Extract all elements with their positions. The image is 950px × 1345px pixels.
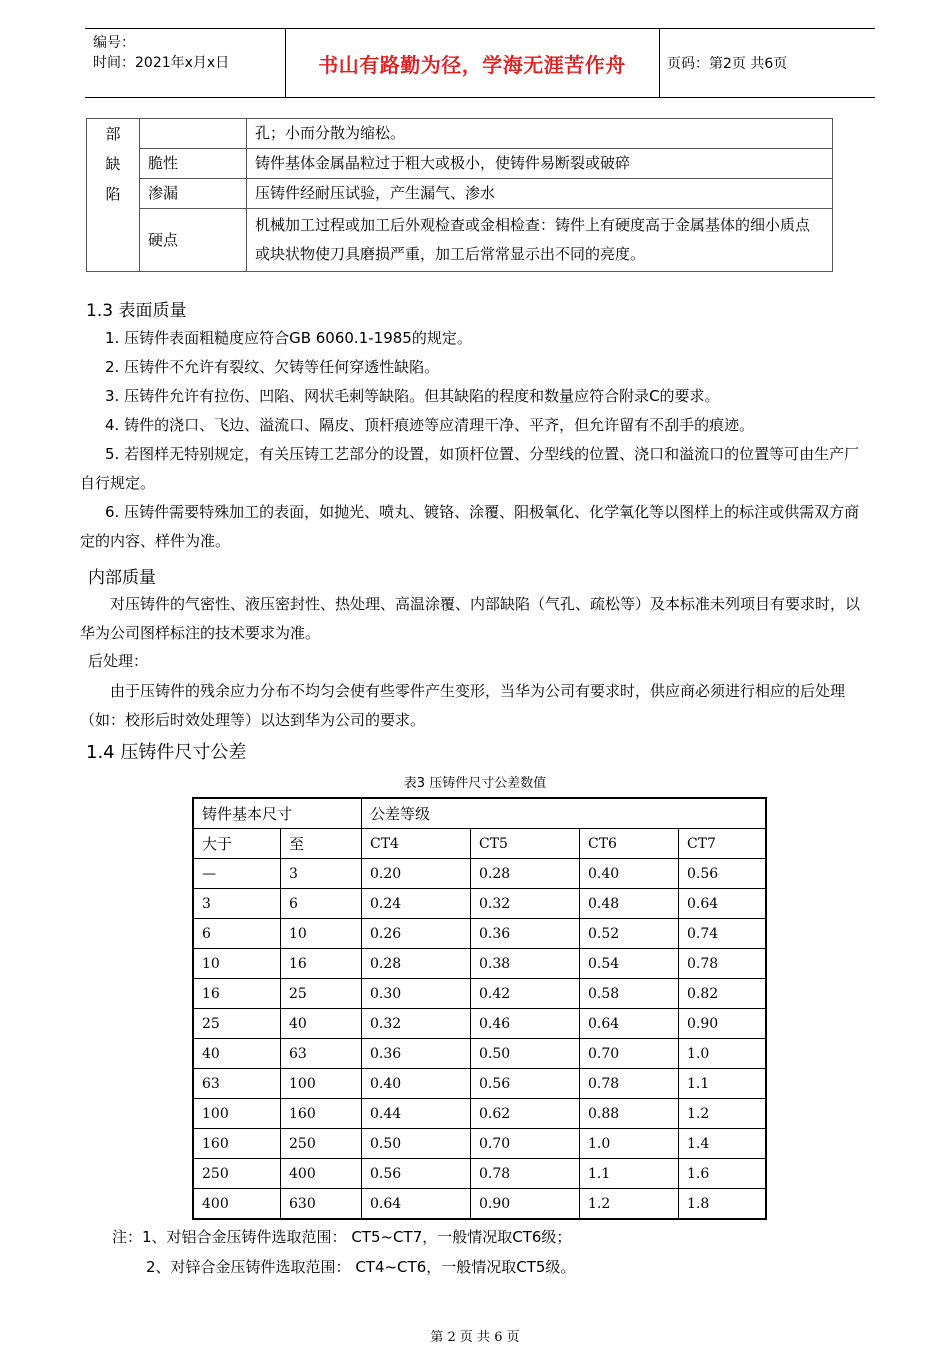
table-cell: 0.70 — [580, 1039, 679, 1069]
table-cell: 0.36 — [471, 919, 580, 949]
defect-name — [140, 119, 247, 149]
header-divider — [659, 29, 660, 97]
table-cell: 0.54 — [580, 949, 679, 979]
table-cell: 25 — [281, 979, 362, 1009]
table-cell: 0.52 — [580, 919, 679, 949]
table-row — [193, 1009, 766, 1039]
table-cell: 0.82 — [679, 979, 767, 1009]
table-cell: 63 — [193, 1069, 281, 1099]
list-item: 5. 若图样无特别规定，有关压铸工艺部分的设置，如顶杆位置、分型线的位置、浇口和溢流口的位置等可由生产厂自行规定。 — [80, 445, 860, 492]
section-title-1-3: 1.3 表面质量 — [86, 301, 187, 321]
table-cell: 0.56 — [362, 1159, 471, 1189]
table-row — [193, 1159, 766, 1189]
internal-quality-title: 内部质量 — [88, 568, 156, 588]
list-item: 2. 压铸件不允许有裂纹、欠铸等任何穿透性缺陷。 — [105, 358, 440, 376]
table-cell: 1.1 — [679, 1069, 767, 1099]
table-cell: 0.24 — [362, 889, 471, 919]
table-row — [193, 1189, 766, 1220]
table-cell: 100 — [281, 1069, 362, 1099]
header-page-number: 页码：第2页 共6页 — [667, 56, 788, 72]
table-cell: 0.78 — [471, 1159, 580, 1189]
table-cell: 0.64 — [679, 889, 767, 919]
post-processing-title: 后处理： — [88, 652, 149, 670]
list-item: 3. 压铸件允许有拉伤、凹陷、网状毛刺等缺陷。但其缺陷的程度和数量应符合附录C的要求。 — [105, 387, 720, 405]
table-cell: 1.0 — [580, 1129, 679, 1159]
table-row — [193, 979, 766, 1009]
table-cell: 1.4 — [679, 1129, 767, 1159]
table-cell: 0.30 — [362, 979, 471, 1009]
table-cell: 0.48 — [580, 889, 679, 919]
defect-category — [87, 119, 140, 272]
table-cell: 0.50 — [362, 1129, 471, 1159]
table-cell: 630 — [281, 1189, 362, 1220]
defect-description: 机械加工过程或加工后外观检查或金相检查：铸件上有硬度高于金属基体的细小质点或块状物使刀具磨损严重，加工后常常显示出不同的亮度。 — [247, 209, 833, 272]
defect-description: 压铸件经耐压试验，产生漏气、渗水 — [247, 179, 833, 209]
section-title-1-4: 1.4 压铸件尺寸公差 — [86, 742, 247, 763]
table-row — [193, 949, 766, 979]
table-cell: 16 — [193, 979, 281, 1009]
column-header: 大于 — [193, 829, 281, 859]
table-cell: 0.36 — [362, 1039, 471, 1069]
column-header: 至 — [281, 829, 362, 859]
page-footer: 第 2 页 共 6 页 — [430, 1330, 520, 1345]
table-header-grade: 公差等级 — [362, 798, 767, 829]
table-cell: 40 — [281, 1009, 362, 1039]
table-cell: 3 — [193, 889, 281, 919]
table-cell: 0.50 — [471, 1039, 580, 1069]
table-cell: 63 — [281, 1039, 362, 1069]
table-cell: 400 — [193, 1189, 281, 1220]
table-cell: 0.28 — [471, 859, 580, 889]
table-row — [193, 919, 766, 949]
tolerance-table-body — [193, 859, 766, 1220]
table-cell: 100 — [193, 1099, 281, 1129]
table-cell: 1.0 — [679, 1039, 767, 1069]
table-note-1: 注：1、对铝合金压铸件选取范围： CT5~CT7，一般情况取CT6级； — [112, 1228, 572, 1246]
tolerance-table — [192, 797, 767, 1220]
defect-category-label: 部缺陷 — [105, 125, 121, 203]
table-row — [193, 859, 766, 889]
doc-number: 编号： — [93, 35, 135, 51]
table-cell: 0.56 — [679, 859, 767, 889]
list-item: 6. 压铸件需要特殊加工的表面，如抛光、喷丸、镀铬、涂覆、阳极氧化、化学氧化等以图样上的标注或供需双方商定的内容、样件为准。 — [80, 503, 860, 550]
table-cell: 16 — [281, 949, 362, 979]
table-note-2: 2、对锌合金压铸件选取范围： CT4~CT6，一般情况取CT5级。 — [146, 1258, 576, 1276]
table-cell: 40 — [193, 1039, 281, 1069]
table-column-row — [193, 829, 766, 859]
table-cell: 0.58 — [580, 979, 679, 1009]
doc-date: 时间：2021年x月x日 — [93, 55, 230, 71]
table-row — [193, 1129, 766, 1159]
table-cell: 160 — [281, 1099, 362, 1129]
table-cell: 250 — [193, 1159, 281, 1189]
table-cell: 0.40 — [580, 859, 679, 889]
table-cell: 0.44 — [362, 1099, 471, 1129]
table-cell: 1.2 — [679, 1099, 767, 1129]
table-cell: 0.64 — [580, 1009, 679, 1039]
table-cell: 0.20 — [362, 859, 471, 889]
table-cell: 0.40 — [362, 1069, 471, 1099]
header-meta — [93, 33, 229, 73]
table-row — [193, 1039, 766, 1069]
table-cell: 0.32 — [362, 1009, 471, 1039]
table-cell: 0.90 — [471, 1189, 580, 1220]
table-cell: 0.28 — [362, 949, 471, 979]
table-cell: 10 — [281, 919, 362, 949]
table-cell: 6 — [193, 919, 281, 949]
table-cell: 250 — [281, 1129, 362, 1159]
table-header-size: 铸件基本尺寸 — [193, 798, 362, 829]
table-caption: 表3 压铸件尺寸公差数值 — [403, 776, 547, 791]
table-row — [193, 1069, 766, 1099]
defect-description: 孔；小而分散为缩松。 — [247, 119, 833, 149]
table-cell: 6 — [281, 889, 362, 919]
column-header: CT5 — [471, 829, 580, 859]
table-cell: 0.64 — [362, 1189, 471, 1220]
table-cell: 10 — [193, 949, 281, 979]
table-cell: 0.46 — [471, 1009, 580, 1039]
table-cell: 1.1 — [580, 1159, 679, 1189]
table-cell: 0.78 — [679, 949, 767, 979]
table-cell: 1.8 — [679, 1189, 767, 1220]
defect-name: 硬点 — [140, 209, 247, 272]
table-cell: 0.88 — [580, 1099, 679, 1129]
internal-quality-text: 对压铸件的气密性、液压密封性、热处理、高温涂覆、内部缺陷（气孔、疏松等）及本标准未列项目有要求时，以华为公司图样标注的技术要求为准。 — [80, 595, 861, 642]
post-processing-text: 由于压铸件的残余应力分布不均匀会使有些零件产生变形，当华为公司有要求时，供应商必须进行相应的后处理（如：校形后时效处理等）以达到华为公司的要求。 — [80, 682, 846, 729]
table-cell: 1.6 — [679, 1159, 767, 1189]
surface-quality-list — [80, 324, 874, 556]
table-cell: 0.62 — [471, 1099, 580, 1129]
table-cell: — — [193, 859, 281, 889]
table-cell: 400 — [281, 1159, 362, 1189]
table-cell: 3 — [281, 859, 362, 889]
table-cell: 0.26 — [362, 919, 471, 949]
header-motto: 书山有路勤为径，学海无涯苦作舟 — [318, 53, 626, 77]
page-header — [85, 28, 875, 98]
table-cell: 0.56 — [471, 1069, 580, 1099]
table-cell: 0.70 — [471, 1129, 580, 1159]
defect-description: 铸件基体金属晶粒过于粗大或极小，使铸件易断裂或破碎 — [247, 149, 833, 179]
defect-name: 渗漏 — [140, 179, 247, 209]
column-header: CT6 — [580, 829, 679, 859]
table-cell: 1.2 — [580, 1189, 679, 1220]
list-item: 4. 铸件的浇口、飞边、溢流口、隔皮、顶杆痕迹等应清理干净、平齐，但允许留有不刮手的痕迹。 — [105, 416, 755, 434]
table-cell: 0.74 — [679, 919, 767, 949]
defect-table — [86, 118, 833, 272]
table-row — [193, 889, 766, 919]
table-cell: 25 — [193, 1009, 281, 1039]
table-row — [193, 1099, 766, 1129]
table-cell: 0.42 — [471, 979, 580, 1009]
list-item: 1. 压铸件表面粗糙度应符合GB 6060.1-1985的规定。 — [105, 329, 472, 347]
table-cell: 0.78 — [580, 1069, 679, 1099]
column-header: CT7 — [679, 829, 767, 859]
table-cell: 160 — [193, 1129, 281, 1159]
defect-name: 脆性 — [140, 149, 247, 179]
table-cell: 0.90 — [679, 1009, 767, 1039]
table-cell: 0.38 — [471, 949, 580, 979]
column-header: CT4 — [362, 829, 471, 859]
table-cell: 0.32 — [471, 889, 580, 919]
